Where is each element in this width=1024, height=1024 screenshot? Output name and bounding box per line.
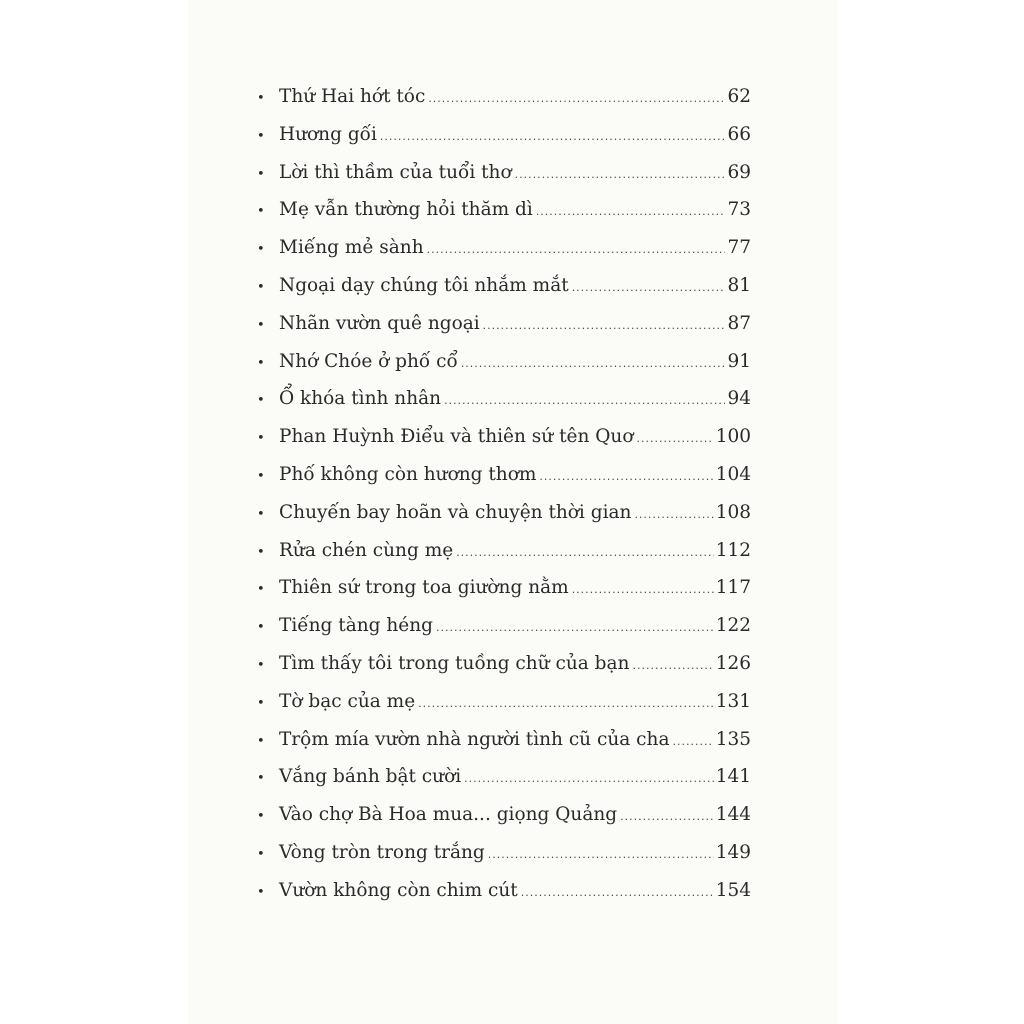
toc-entry [257,267,751,305]
dot-leader [428,80,725,118]
dot-leader [483,307,726,345]
page-number: 87 [727,312,751,334]
entry-title: Vòng tròn trong trắng [279,841,485,863]
bullet-icon: • [257,733,265,749]
bullet-icon: • [257,204,265,220]
bullet-icon: • [257,846,265,862]
toc-entry [257,721,751,759]
bullet-icon: • [257,695,265,711]
toc-entry [257,116,751,154]
bullet-icon: • [257,506,265,522]
toc-entry [257,191,751,229]
page-number: 73 [727,199,751,221]
toc-entry [257,494,751,532]
bullet-icon: • [257,771,265,787]
bullet-icon: • [257,431,265,447]
bullet-icon: • [257,317,265,333]
dot-leader [488,836,714,874]
entry-title: Phan Huỳnh Điểu và thiên sứ tên Quơ [279,426,634,448]
dot-leader [380,118,726,156]
bullet-icon: • [257,91,265,106]
entry-title: Nhãn vườn quê ngoại [279,312,480,334]
dot-leader [632,647,713,685]
dot-leader [672,723,713,761]
entry-title: Vào chợ Bà Hoa mua... giọng Quảng [279,804,618,826]
entry-title: Tiếng tàng héng [279,615,433,637]
table-of-contents [257,78,751,910]
page-number: 154 [715,879,751,901]
entry-title: Rửa chén cùng mẹ [279,539,454,561]
dot-leader [620,798,714,836]
entry-title: Phố không còn hương thơm [279,463,537,485]
bullet-icon: • [257,582,265,598]
page-number: 112 [715,539,751,561]
bullet-icon: • [257,809,265,825]
toc-entry [257,683,751,721]
toc-entry [257,569,751,607]
entry-title: Mẹ vẫn thường hỏi thăm dì [279,199,533,221]
entry-title: Vườn không còn chim cút [279,879,518,901]
page-number: 122 [715,615,751,637]
entry-title: Thứ Hai hớt tóc [279,86,426,107]
dot-leader [634,496,713,534]
page-number: 100 [715,426,751,448]
toc-entry [257,343,751,381]
toc-entry [257,380,751,418]
dot-leader [515,156,726,194]
toc-entry [257,154,751,192]
page-number: 144 [715,804,751,826]
bullet-icon: • [257,166,265,182]
entry-title: Thiên sứ trong toa giường nằm [279,577,569,599]
dot-leader [521,874,714,912]
bullet-icon: • [257,657,265,673]
entry-title: Miếng mẻ sành [279,237,424,259]
dot-leader [461,345,726,383]
toc-entry [257,872,751,910]
dot-leader [464,760,714,798]
dot-leader [427,231,726,269]
entry-title: Trộm mía vườn nhà người tình cũ của cha [279,728,670,750]
dot-leader [436,609,714,647]
bullet-icon: • [257,468,265,484]
toc-entry [257,456,751,494]
entry-title: Ngoại dạy chúng tôi nhắm mắt [279,274,569,296]
bullet-icon: • [257,620,265,636]
toc-entry [257,229,751,267]
entry-title: Hương gối [279,123,377,145]
bullet-icon: • [257,242,265,258]
entry-title: Lời thì thầm của tuổi thơ [279,161,512,183]
bullet-icon: • [257,393,265,409]
entry-title: Ổ khóa tình nhân [279,388,442,410]
page-number: 131 [715,690,751,712]
entry-title: Tìm thấy tôi trong tuồng chữ của bạn [279,652,630,674]
dot-leader [572,571,714,609]
page-number: 91 [727,350,751,372]
dot-leader [536,193,726,231]
toc-entry [257,796,751,834]
page-number: 62 [727,86,751,107]
page-number: 66 [727,123,751,145]
toc-entry [257,645,751,683]
bullet-icon: • [257,128,265,144]
page-number: 149 [715,841,751,863]
toc-entry [257,607,751,645]
dot-leader [456,534,714,572]
toc-entry [257,532,751,570]
entry-title: Chuyến bay hoãn và chuyện thời gian [279,501,632,523]
toc-entry [257,305,751,343]
toc-entry [257,78,751,116]
page-number: 126 [715,652,751,674]
dot-leader [418,685,714,723]
entry-title: Vắng bánh bật cười [279,766,462,788]
dot-leader [539,458,713,496]
page-number: 141 [715,766,751,788]
toc-entry [257,418,751,456]
page-number: 69 [727,161,751,183]
page-number: 77 [727,237,751,259]
page-number: 81 [727,274,751,296]
dot-leader [572,269,726,307]
page-number: 104 [715,463,751,485]
bullet-icon: • [257,544,265,560]
bullet-icon: • [257,884,265,900]
bullet-icon: • [257,355,265,371]
page-number: 135 [715,728,751,750]
page-number: 117 [715,577,751,599]
entry-title: Nhớ Chóe ở phố cổ [279,350,458,372]
bullet-icon: • [257,279,265,295]
dot-leader [444,382,725,420]
entry-title: Tờ bạc của mẹ [279,690,416,712]
page-number: 108 [715,501,751,523]
toc-entry [257,758,751,796]
toc-entry [257,834,751,872]
page-number: 94 [727,388,751,410]
dot-leader [636,420,713,458]
